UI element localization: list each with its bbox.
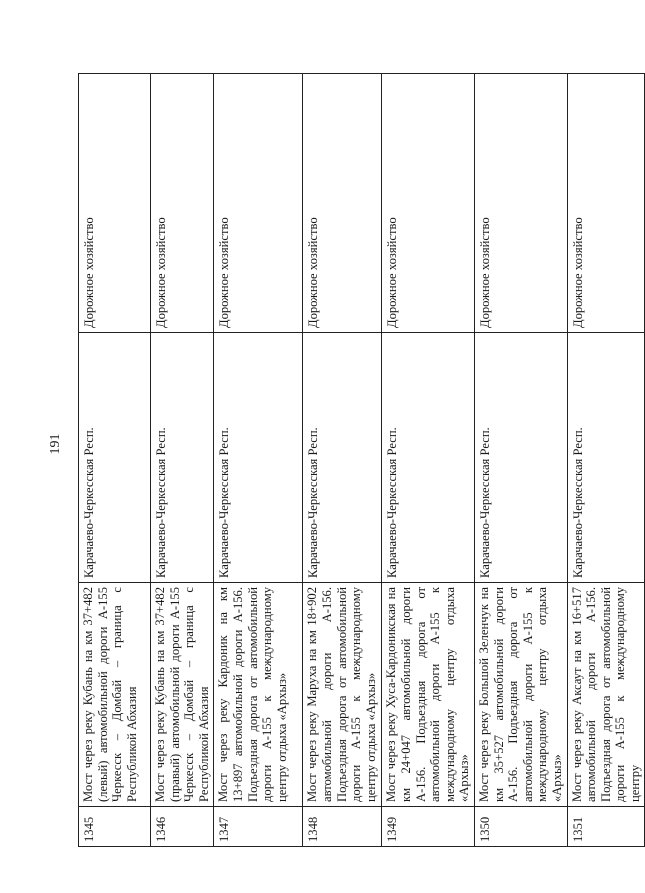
owner-cell: Дорожное хозяйство [151, 74, 214, 333]
row-number: 1345 [79, 807, 151, 847]
owner-cell: Дорожное хозяйство [474, 74, 567, 333]
row-number: 1350 [474, 807, 567, 847]
region-cell: Карачаево-Черкесская Респ. [567, 333, 645, 583]
object-description: Мост через реку Хуса-Кардоникская на км 24+047 автомобильной дороги А-156. Подъездная дорога от автомобильной дороги А-155 к международному центру отдыха «Архыз» [382, 583, 475, 807]
object-description: Мост через реку Большой Зеленчук на км 35+527 автомобильной дороги А-156. Подъездная дорога от автомобильной дороги А-155 к международному центру отдыха «Архыз» [474, 583, 567, 807]
region-cell: Карачаево-Черкесская Респ. [303, 333, 382, 583]
table-row [474, 74, 567, 847]
bridge-registry-table [78, 73, 645, 847]
page-number: 191 [48, 433, 63, 455]
owner-cell: Дорожное хозяйство [567, 74, 645, 333]
row-number: 1349 [382, 807, 475, 847]
table-row [567, 74, 645, 847]
row-number: 1351 [567, 807, 645, 847]
region-cell: Карачаево-Черкесская Респ. [79, 333, 151, 583]
owner-cell: Дорожное хозяйство [382, 74, 475, 333]
table-row [382, 74, 475, 847]
region-cell: Карачаево-Черкесская Респ. [382, 333, 475, 583]
owner-cell: Дорожное хозяйство [79, 74, 151, 333]
row-number: 1348 [303, 807, 382, 847]
object-description: Мост через реку Маруха на км 18+902 автомобильной дороги А-156. Подъездная дорога от автомобильной дороги А-155 к международному центру отдыха «Архыз» [303, 583, 382, 807]
object-description: Мост через реку Кубань на км 37+482 (левый) автомобильной дороги А-155 Черкесск – Домбай – граница с Республикой Абхазия [79, 583, 151, 807]
region-cell: Карачаево-Черкесская Респ. [214, 333, 303, 583]
object-description: Мост через реку Кубань на км 37+482 (правый) автомобильной дороги А-155 Черкесск – Домбай – граница с Республикой Абхазия [151, 583, 214, 807]
table-row [151, 74, 214, 847]
table-row [79, 74, 151, 847]
object-description: Мост через реку Кардоник на км 13+897 автомобильной дороги А-156. Подъездная дорога от автомобильной дороги А-155 к международному центру отдыха «Архыз» [214, 583, 303, 807]
object-description: Мост через реку Аксаут на км 16+517 автомобильной дороги А-156. Подъездная дорога от автомобильной дороги А-155 к международному центру [567, 583, 645, 807]
table-row [214, 74, 303, 847]
table-row [303, 74, 382, 847]
row-number: 1347 [214, 807, 303, 847]
rotated-table-container [78, 74, 642, 847]
owner-cell: Дорожное хозяйство [303, 74, 382, 333]
row-number: 1346 [151, 807, 214, 847]
region-cell: Карачаево-Черкесская Респ. [151, 333, 214, 583]
owner-cell: Дорожное хозяйство [214, 74, 303, 333]
region-cell: Карачаево-Черкесская Респ. [474, 333, 567, 583]
